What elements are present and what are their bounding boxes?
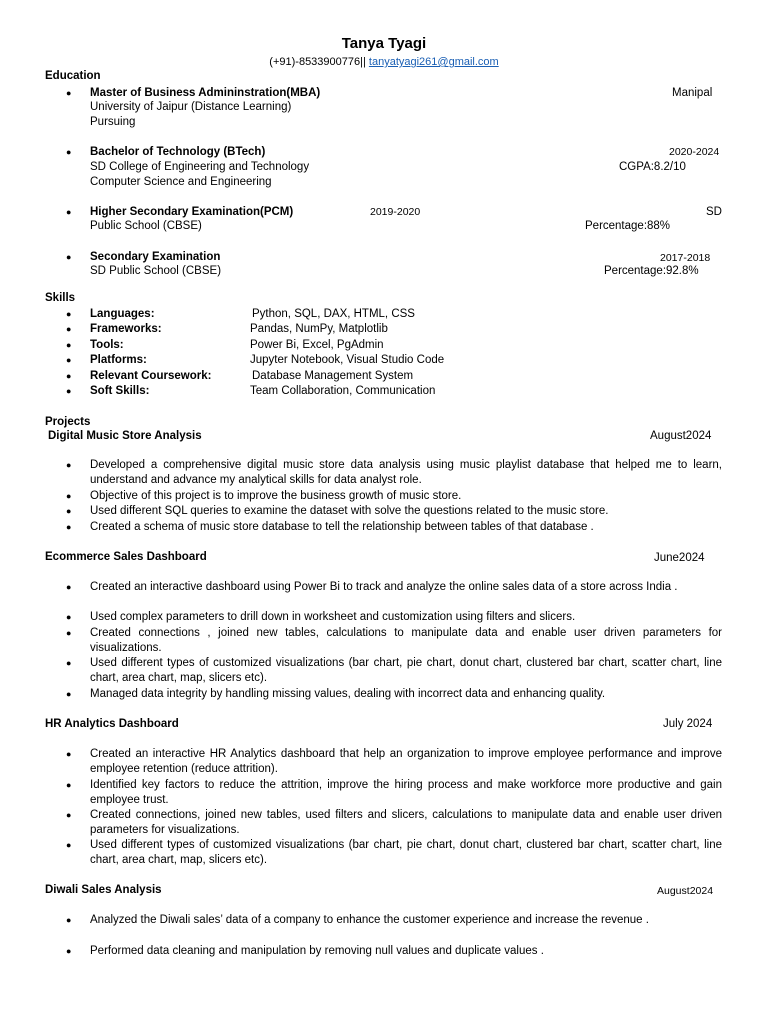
project-bullet-text: Objective of this project is to improve the business growth of music store. (90, 490, 462, 502)
bullet-icon: ● (66, 689, 72, 699)
edu-degree: Bachelor of Technology (BTech) (90, 146, 266, 158)
edu-degree: Master of Business Admininstration(MBA) (90, 87, 321, 99)
project-date: August2024 (650, 430, 712, 442)
bullet-icon: ● (66, 628, 72, 638)
edu-degree: Higher Secondary Examination(PCM) (90, 206, 294, 218)
project-bullet-text: Used different types of customized visualizations (bar chart, pie chart, donut chart, clustered bar chart, scatter chart, line chart, area chart, map, slicers etc). (90, 839, 722, 867)
project-title: Digital Music Store Analysis (48, 430, 202, 442)
bullet-icon: ● (66, 915, 72, 925)
contact-line (0, 55, 768, 70)
skill-value: Pandas, NumPy, Matplotlib (250, 323, 388, 335)
bullet-icon: ● (66, 324, 72, 334)
skill-value: Power Bi, Excel, PgAdmin (250, 339, 384, 351)
project-date: August2024 (657, 885, 714, 897)
bullet-icon: ● (66, 582, 72, 592)
edu-years: 2019-2020 (370, 206, 421, 218)
bullet-icon: ● (66, 840, 72, 850)
bullet-icon: ● (66, 491, 72, 501)
edu-detail: Pursuing (90, 116, 136, 128)
project-bullet-text: Identified key factors to reduce the attrition, improve the hiring process and make workforce more productive and gain employee trust. (90, 779, 722, 807)
project-bullet-text: Performed data cleaning and manipulation by removing null values and duplicate values . (90, 945, 544, 957)
edu-years: 2017-2018 (660, 252, 711, 264)
skill-value: Python, SQL, DAX, HTML, CSS (252, 308, 415, 320)
bullet-icon: ● (66, 355, 72, 365)
candidate-name: Tanya Tyagi (341, 35, 427, 52)
edu-detail: Computer Science and Engineering (90, 176, 272, 188)
phone-number: (+91)-8533900776|| (269, 56, 366, 68)
education-heading: Education (45, 70, 101, 82)
bullet-icon: ● (66, 810, 72, 820)
bullet-icon: ● (66, 386, 72, 396)
project-bullet-text: Managed data integrity by handling missing values, dealing with incorrect data and enhancing quality. (90, 688, 606, 700)
skill-label: Soft Skills: (90, 385, 150, 397)
project-bullet-text: Created a schema of music store database to tell the relationship between tables of that database . (90, 521, 594, 533)
project-bullet-text: Created an interactive dashboard using Power Bi to track and analyze the online sales data of a store across India . (90, 581, 678, 593)
project-bullet-text: Developed a comprehensive digital music store data analysis using music playlist database that helped me to learn, understand and advance my analytical skills for data analyst role. (90, 459, 722, 487)
project-bullet-text: Created an interactive HR Analytics dashboard that help an organization to improve employee performance and improve employee retention (reduce attrition). (90, 748, 722, 776)
bullet-icon: ● (66, 460, 72, 470)
edu-score: CGPA:8.2/10 (619, 161, 686, 173)
skill-label: Relevant Coursework: (90, 370, 212, 382)
bullet-icon: ● (66, 506, 72, 516)
edu-institution: Public School (CBSE) (90, 220, 202, 232)
edu-location: Manipal (672, 87, 713, 99)
bullet-icon: ● (66, 522, 72, 532)
edu-institution: SD Public School (CBSE) (90, 265, 222, 277)
project-title: HR Analytics Dashboard (45, 718, 179, 730)
project-title: Diwali Sales Analysis (45, 884, 162, 896)
bullet-icon: ● (66, 780, 72, 790)
skill-value: Team Collaboration, Communication (250, 385, 436, 397)
edu-years: 2020-2024 (669, 146, 720, 158)
bullet-icon: ● (66, 340, 72, 350)
email-link[interactable]: tanyatyagi261@gmail.com (368, 56, 499, 68)
edu-degree: Secondary Examination (90, 251, 221, 263)
bullet-icon: ● (66, 309, 72, 319)
bullet-icon: ● (66, 749, 72, 759)
bullet-icon: ● (66, 371, 72, 381)
project-date: July 2024 (663, 718, 713, 730)
skill-label: Frameworks: (90, 323, 162, 335)
project-bullet-text: Used different types of customized visualizations (bar chart, pie chart, donut chart, clustered bar chart, scatter chart, line chart, area chart, map, slicers etc). (90, 657, 722, 685)
bullet-icon: ● (66, 252, 72, 262)
skill-label: Tools: (90, 339, 124, 351)
project-date: June2024 (654, 552, 705, 564)
edu-institution: University of Jaipur (Distance Learning) (90, 101, 292, 113)
skill-label: Platforms: (90, 354, 147, 366)
skill-value: Jupyter Notebook, Visual Studio Code (250, 354, 445, 366)
edu-score: Percentage:88% (585, 220, 671, 232)
bullet-icon: ● (66, 88, 72, 98)
projects-heading: Projects (45, 416, 91, 428)
project-bullet-text: Created connections, joined new tables, used filters and slicers, calculations to manipulate data and enable user driven parameters for visualizations. (90, 809, 722, 837)
project-title: Ecommerce Sales Dashboard (45, 551, 207, 563)
skill-value: Database Management System (252, 370, 414, 382)
edu-institution: SD College of Engineering and Technology (90, 161, 310, 173)
project-bullet-text: Used complex parameters to drill down in worksheet and customization using filters and slicers. (90, 611, 576, 623)
project-bullet-text: Analyzed the Diwali sales’ data of a company to enhance the customer experience and increase the revenue . (90, 914, 649, 926)
edu-location: SD (706, 206, 722, 218)
skills-heading: Skills (45, 292, 76, 304)
edu-score: Percentage:92.8% (604, 265, 699, 277)
project-bullet-text: Used different SQL queries to examine the dataset with solve the questions related to the music store. (90, 505, 609, 517)
bullet-icon: ● (66, 658, 72, 668)
skill-label: Languages: (90, 308, 155, 320)
bullet-icon: ● (66, 612, 72, 622)
project-bullet-text: Created connections , joined new tables, calculations to manipulate data and enable user driven parameters for visualizations. (90, 627, 722, 655)
bullet-icon: ● (66, 147, 72, 157)
bullet-icon: ● (66, 207, 72, 217)
bullet-icon: ● (66, 946, 72, 956)
